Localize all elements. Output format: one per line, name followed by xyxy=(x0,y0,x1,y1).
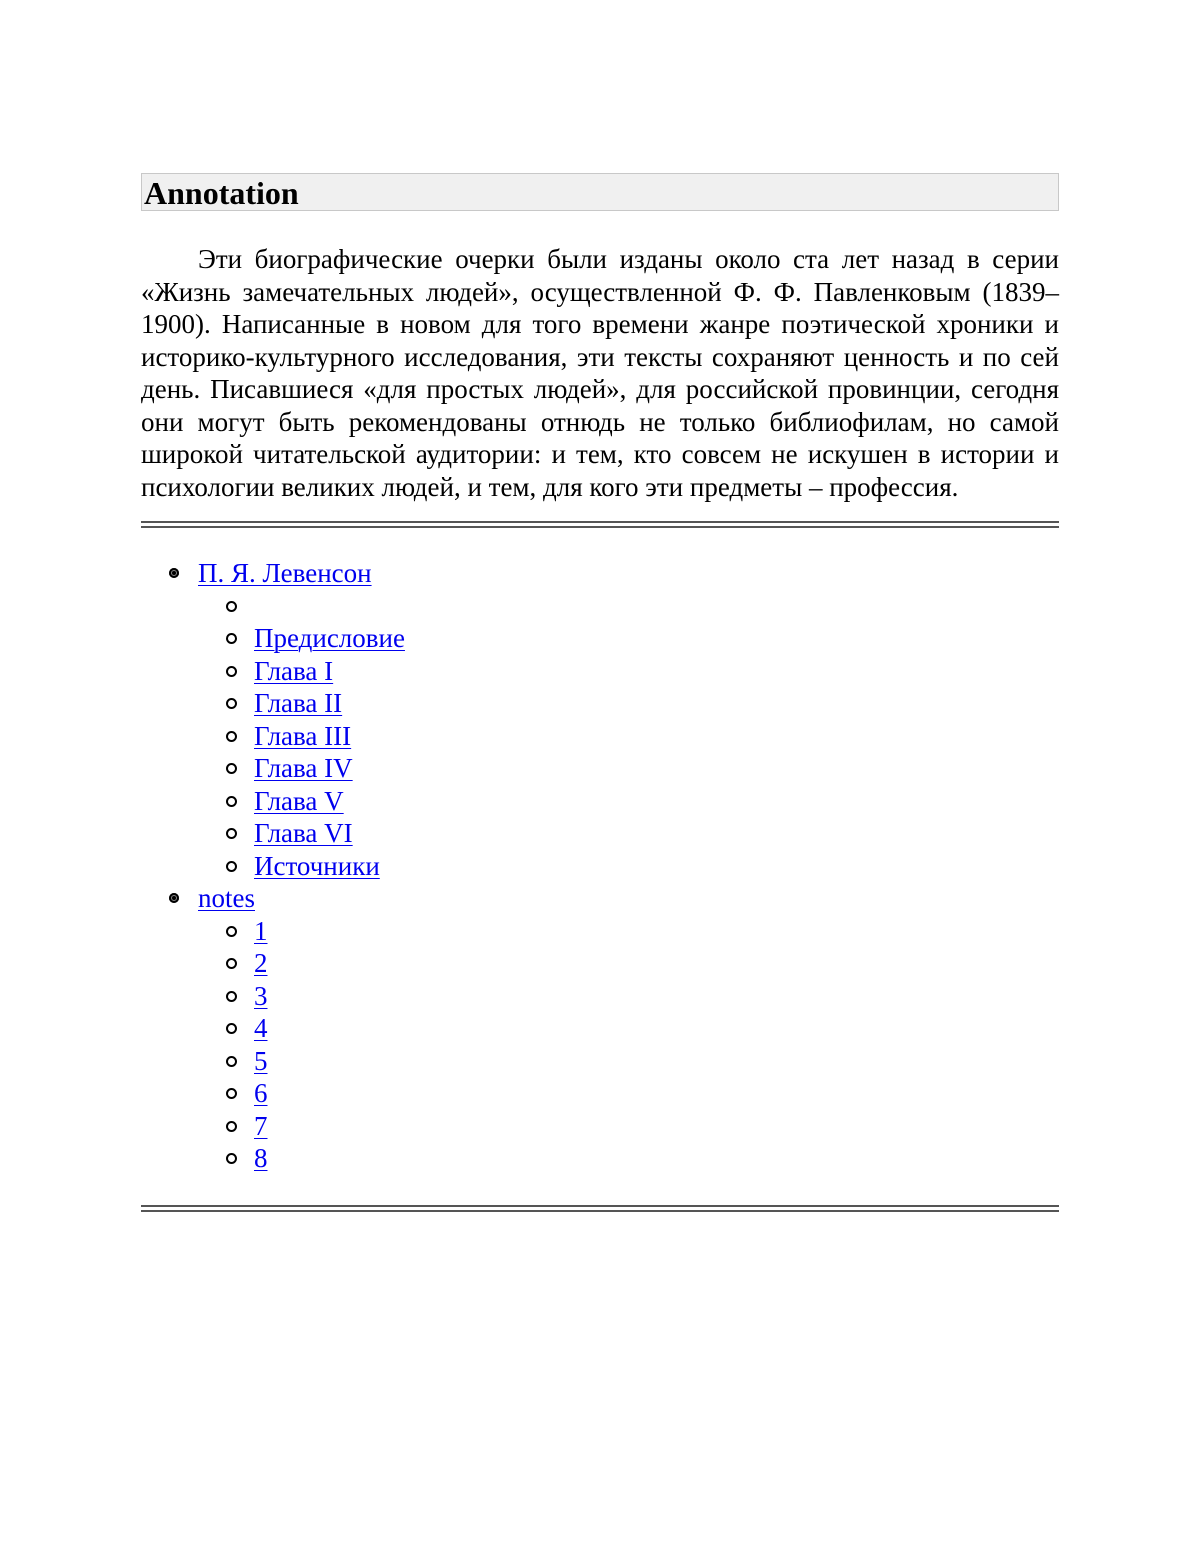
circle-bullet-icon xyxy=(226,926,237,937)
toc-link-chapter-2[interactable]: Глава II xyxy=(254,688,343,718)
toc-link-chapter-6[interactable]: Глава VI xyxy=(254,818,353,848)
circle-bullet-icon xyxy=(226,991,237,1002)
toc-item xyxy=(198,980,1059,1013)
divider xyxy=(141,1205,1059,1212)
toc-link-chapter-1[interactable]: Глава I xyxy=(254,655,334,686)
table-of-contents xyxy=(141,557,1059,1175)
toc-item xyxy=(198,1142,1059,1175)
toc-link-chapter-3[interactable]: Глава III xyxy=(254,720,352,751)
circle-bullet-icon xyxy=(226,1121,237,1132)
annotation-heading: Annotation xyxy=(141,173,1059,211)
circle-bullet-icon xyxy=(226,666,237,677)
toc-link-note-8[interactable]: 8 xyxy=(254,1143,268,1173)
toc-item xyxy=(198,720,1059,753)
toc-item xyxy=(198,622,1059,655)
toc-item xyxy=(198,752,1059,785)
toc-item xyxy=(198,1045,1059,1078)
toc-item xyxy=(198,655,1059,688)
toc-item xyxy=(198,1110,1059,1143)
toc-link-chapter-4[interactable]: Глава IV xyxy=(254,753,353,783)
toc-item xyxy=(198,1012,1059,1045)
toc-link-note-5[interactable]: 5 xyxy=(254,1045,268,1076)
circle-bullet-icon xyxy=(226,1153,237,1164)
circle-bullet-icon xyxy=(226,1056,237,1067)
toc-link-note-7[interactable]: 7 xyxy=(254,1110,268,1141)
toc-sublist-levenson xyxy=(198,590,1059,883)
toc-item xyxy=(198,947,1059,980)
toc-link-note-4[interactable]: 4 xyxy=(254,1013,268,1043)
toc-link-note-1[interactable]: 1 xyxy=(254,915,268,946)
disc-bullet-icon xyxy=(169,568,179,578)
circle-bullet-icon xyxy=(226,633,237,644)
toc-item xyxy=(198,687,1059,720)
annotation-text: Эти биографические очерки были изданы около ста лет назад в серии «Жизнь замечательных людей», осуществленной Ф. Ф. Павленковым (1839–1900). Написанные в новом для того времени жанре поэтической хроники и историко-культурного исследования, эти тексты сохраняют ценность и по сей день. Писавшиеся «для простых людей», для российской провинции, сегодня они могут быть рекомендованы отнюдь не только библиофилам, но самой широкой читательской аудитории: и тем, кто совсем не искушен в истории и психологии великих людей, и тем, для кого эти предметы – профессия. xyxy=(141,244,1059,502)
toc-link-sources[interactable]: Источники xyxy=(254,850,380,881)
toc-item xyxy=(198,785,1059,818)
circle-bullet-icon xyxy=(226,601,237,612)
circle-bullet-icon xyxy=(226,1023,237,1034)
toc-section-notes xyxy=(141,882,1059,1175)
toc-link-note-2[interactable]: 2 xyxy=(254,948,268,978)
toc-link-note-6[interactable]: 6 xyxy=(254,1078,268,1108)
toc-link-chapter-5[interactable]: Глава V xyxy=(254,785,344,816)
toc-item xyxy=(198,817,1059,850)
circle-bullet-icon xyxy=(226,731,237,742)
circle-bullet-icon xyxy=(226,796,237,807)
disc-bullet-icon xyxy=(169,893,179,903)
document-page xyxy=(141,173,1059,1212)
circle-bullet-icon xyxy=(226,1088,237,1099)
toc-link-note-3[interactable]: 3 xyxy=(254,980,268,1011)
toc-link-notes[interactable]: notes xyxy=(198,883,255,913)
circle-bullet-icon xyxy=(226,828,237,839)
toc-link-preface[interactable]: Предисловие xyxy=(254,623,405,653)
toc-sublist-notes xyxy=(198,915,1059,1175)
circle-bullet-icon xyxy=(226,861,237,872)
toc-item-empty xyxy=(198,590,1059,623)
toc-item xyxy=(198,1077,1059,1110)
divider xyxy=(141,521,1059,528)
toc-link-levenson[interactable]: П. Я. Левенсон xyxy=(198,558,372,588)
circle-bullet-icon xyxy=(226,698,237,709)
toc-section-levenson xyxy=(141,557,1059,882)
circle-bullet-icon xyxy=(226,763,237,774)
circle-bullet-icon xyxy=(226,958,237,969)
toc-item xyxy=(198,915,1059,948)
toc-item xyxy=(198,850,1059,883)
